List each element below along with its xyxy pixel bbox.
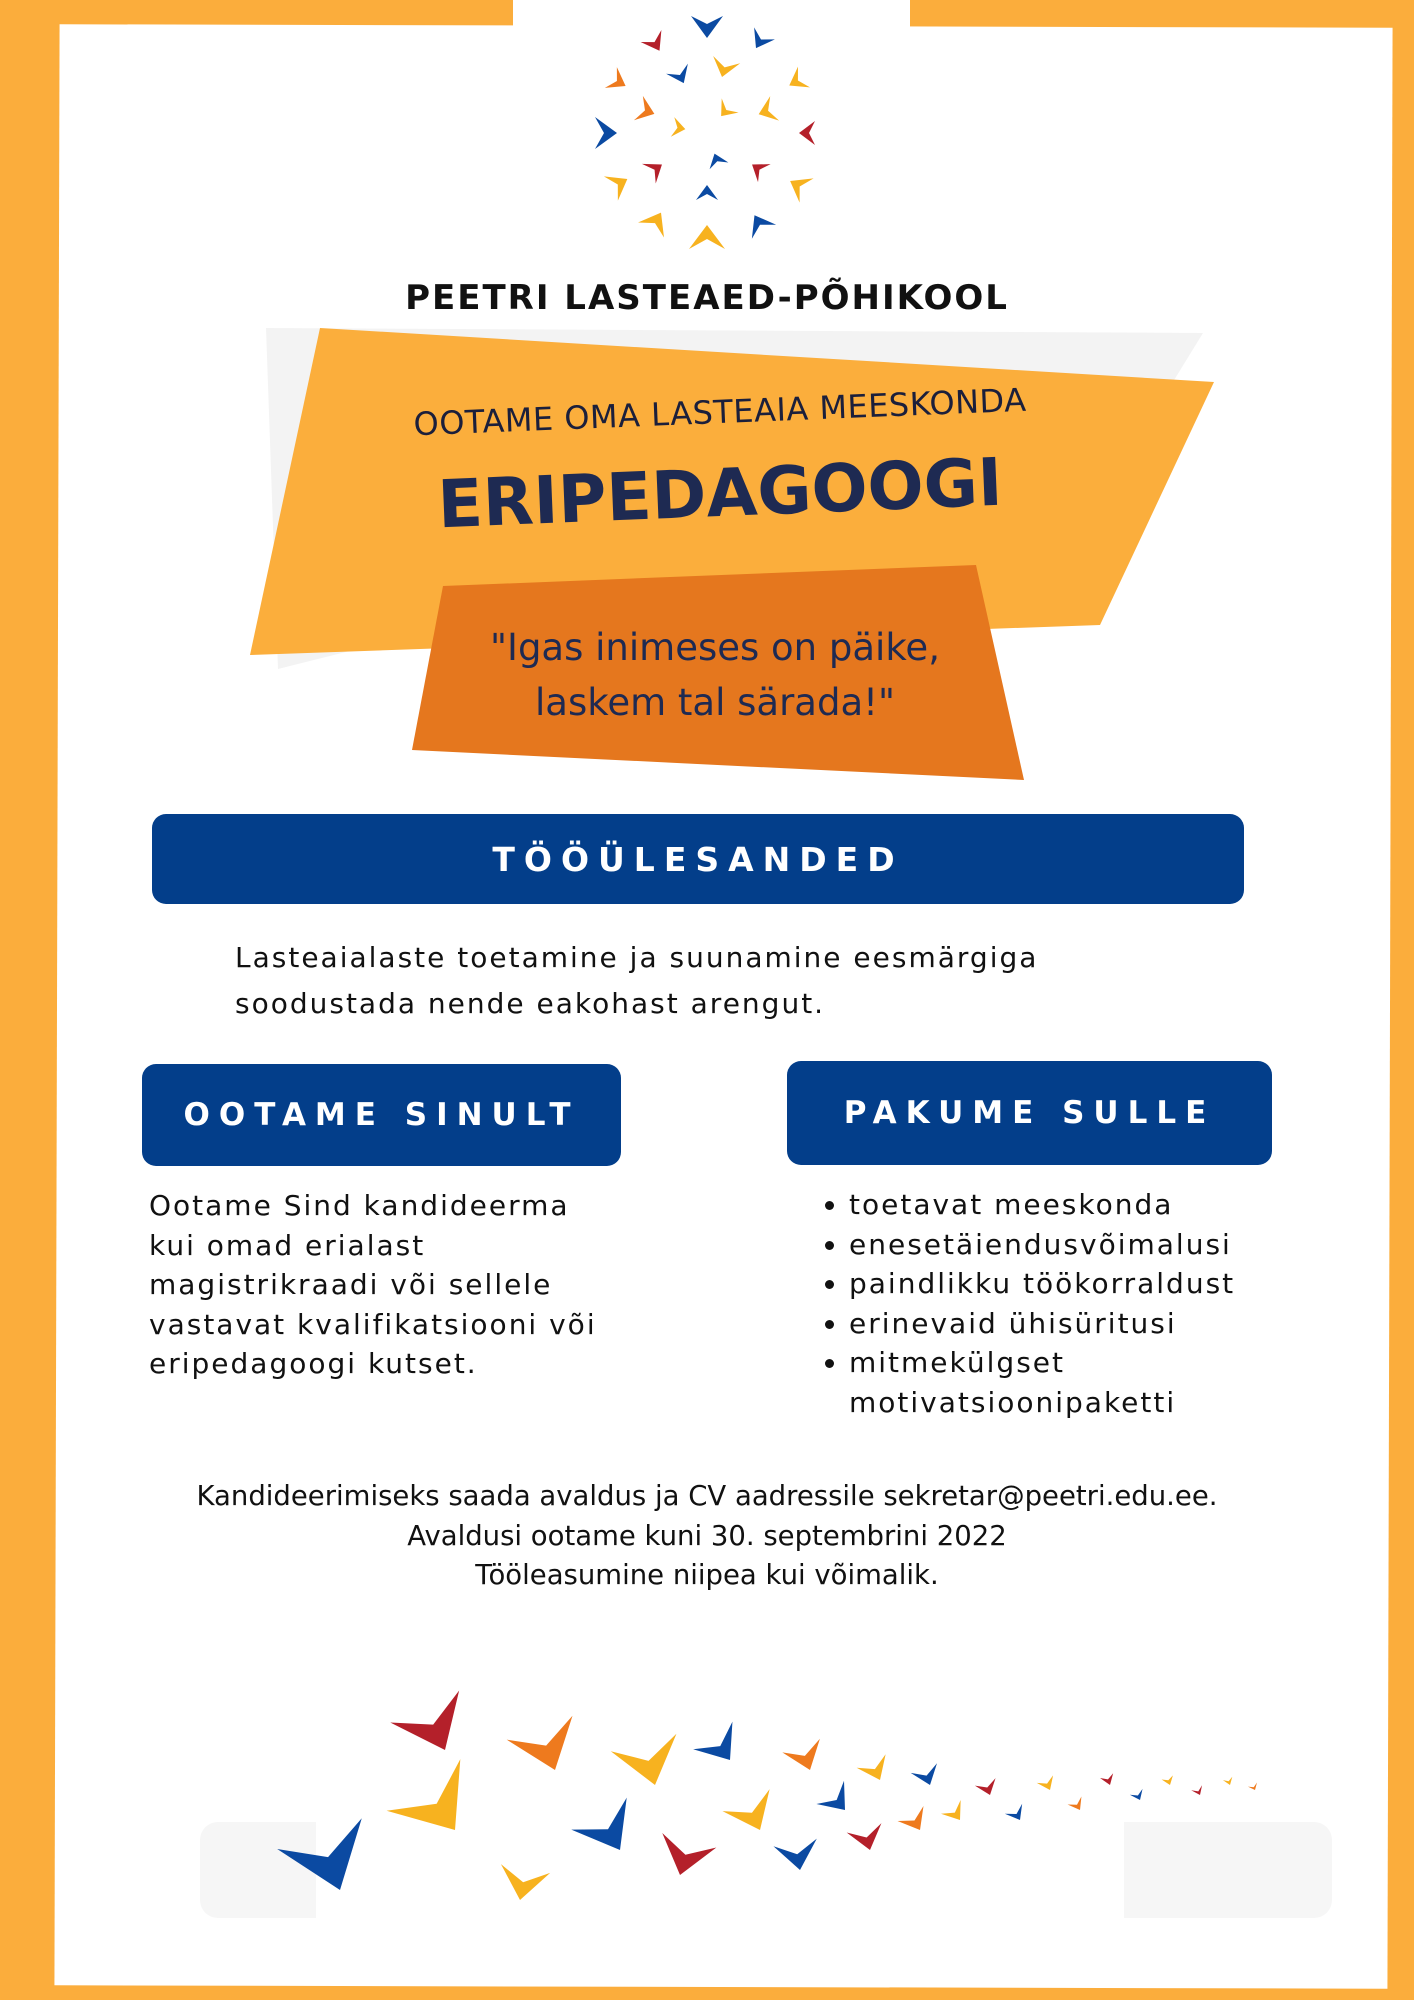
application-info: [150, 1477, 1264, 1596]
motto-quote: [420, 620, 1010, 730]
requirements-heading: OOTAME SINULT: [142, 1064, 621, 1166]
title-intro: OOTAME OMA LASTEAIA MEESKONDA: [412, 380, 1028, 444]
motto-line: laskem tal särada!": [535, 681, 895, 724]
requirements-line: eripedagoogi kutset.: [149, 1347, 478, 1380]
requirements-text: [149, 1186, 619, 1384]
application-instructions: Kandideerimiseks saada avaldus ja CV aadressile sekretar@peetri.edu.ee.: [196, 1480, 1218, 1512]
benefits-list: [810, 1185, 1329, 1422]
duties-line: Lasteaialaste toetamine ja suunamine eesmärgiga: [235, 941, 1039, 974]
leaf-sun-logo-icon: [585, 5, 830, 255]
requirements-line: magistrikraadi või sellele: [149, 1268, 553, 1301]
requirements-line: Ootame Sind kandideerma: [149, 1189, 570, 1222]
benefit-item: • enesetäiendusvõimalusi: [849, 1225, 1329, 1265]
application-deadline: Avaldusi ootame kuni 30. septembrini 2022: [407, 1519, 1007, 1552]
position-title: ERIPEDAGOOGI: [436, 443, 1004, 544]
benefit-item: • mitmekülgset motivatsioonipaketti: [849, 1343, 1329, 1422]
start-date-note: Tööleasumine niipea kui võimalik.: [475, 1559, 939, 1591]
motto-line: "Igas inimeses on päike,: [490, 626, 940, 669]
flying-leaves-decoration-icon: [200, 1690, 1414, 1935]
benefit-item: • toetavat meeskonda: [849, 1185, 1329, 1225]
duties-text: [235, 935, 1135, 1027]
duties-heading: TÖÖÜLESANDED: [152, 814, 1244, 904]
benefit-item: • erinevaid ühisüritusi: [849, 1304, 1329, 1344]
school-name: PEETRI LASTEAED-PÕHIKOOL: [405, 278, 1009, 318]
duties-line: soodustada nende eakohast arengut.: [235, 987, 826, 1020]
requirements-line: kui omad erialast: [149, 1228, 426, 1262]
benefit-item: • paindlikku töökorraldust: [849, 1264, 1329, 1304]
requirements-line: vastavat kvalifikatsiooni või: [149, 1307, 597, 1341]
benefits-heading: PAKUME SULLE: [787, 1061, 1272, 1165]
